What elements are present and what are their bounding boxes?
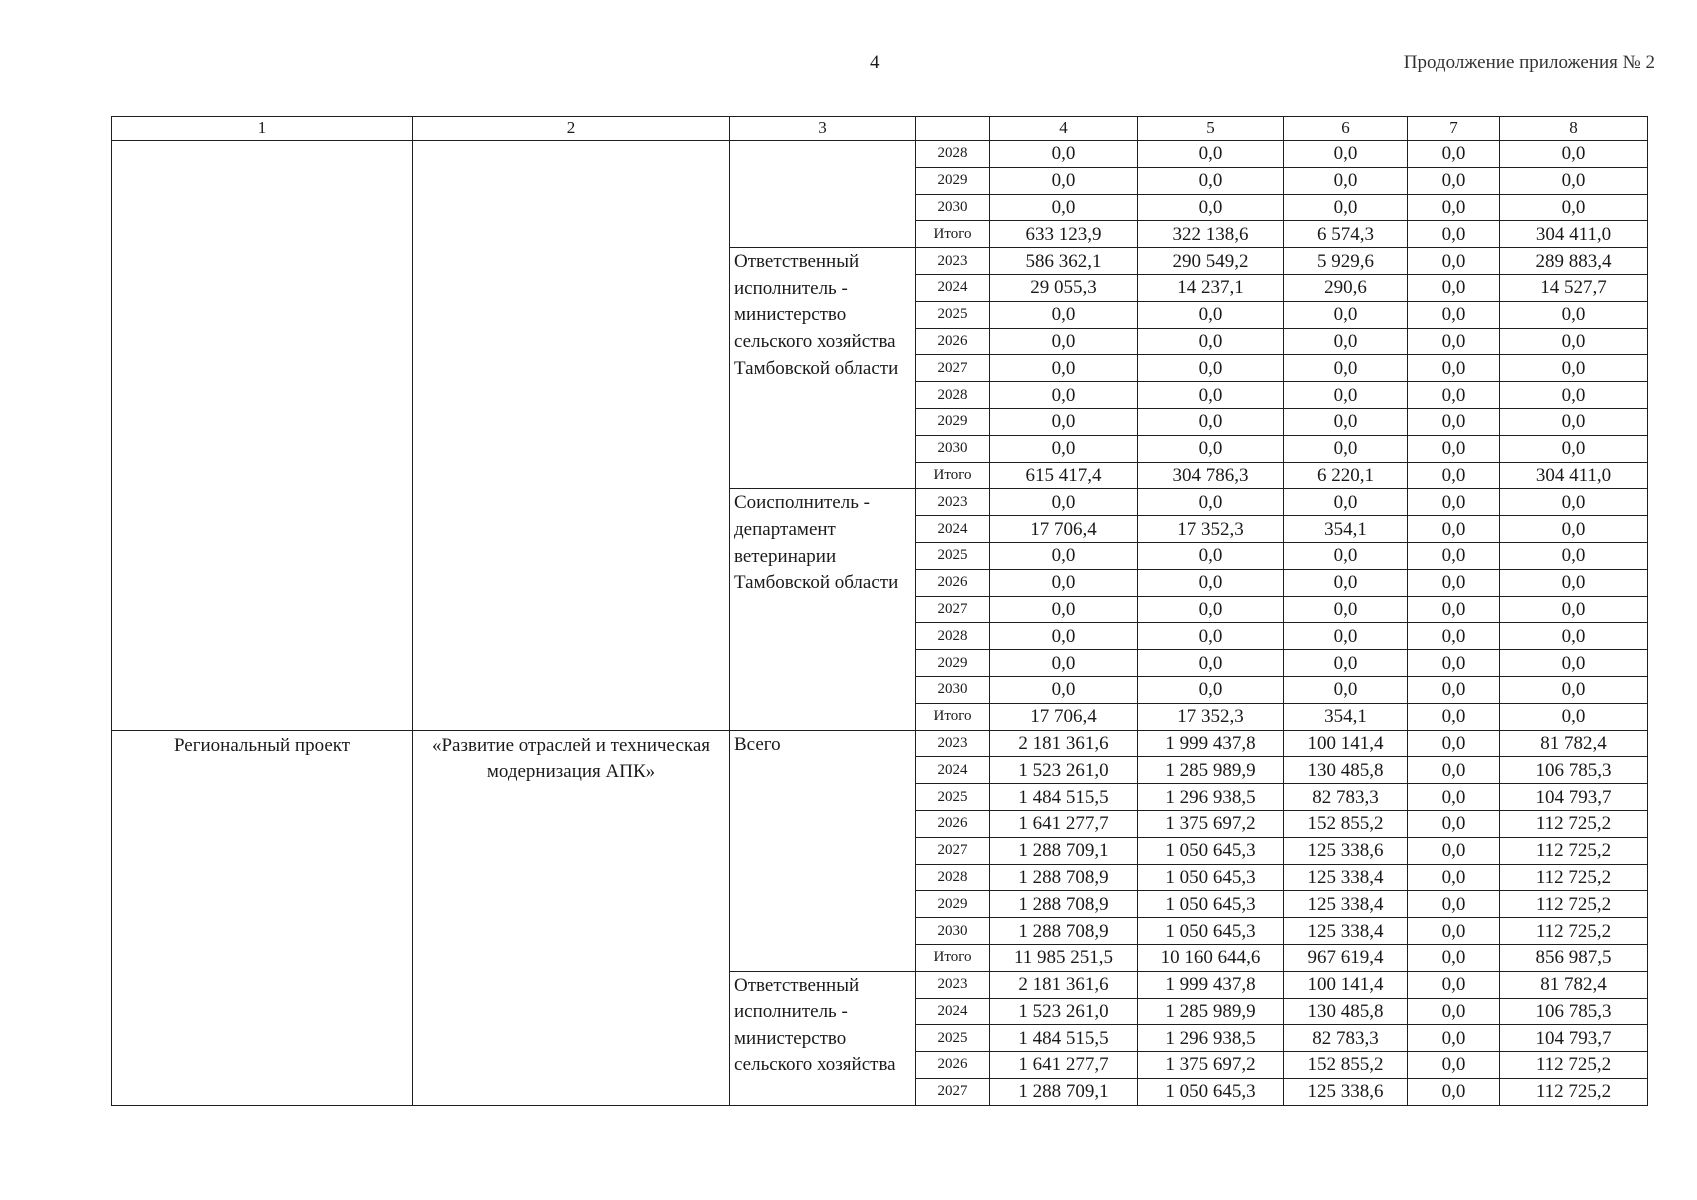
amount-cell: 1 288 708,9: [990, 864, 1138, 891]
amount-cell: 0,0: [1408, 1052, 1500, 1079]
amount-cell: 0,0: [1408, 891, 1500, 918]
amount-cell: 0,0: [1138, 489, 1284, 516]
header-cell: 5: [1138, 117, 1284, 141]
amount-cell: 0,0: [1500, 516, 1648, 543]
amount-cell: 304 411,0: [1500, 221, 1648, 248]
amount-cell: 0,0: [1408, 703, 1500, 730]
amount-cell: 1 523 261,0: [990, 998, 1138, 1025]
executor-cell: Ответственный исполнитель - министерство сельского хозяйства Тамбовской области: [730, 248, 916, 489]
year-cell: 2023: [916, 489, 990, 516]
amount-cell: 0,0: [990, 355, 1138, 382]
year-cell: 2025: [916, 542, 990, 569]
amount-cell: 0,0: [1408, 328, 1500, 355]
amount-cell: 0,0: [1500, 569, 1648, 596]
amount-cell: 0,0: [1138, 542, 1284, 569]
amount-cell: 81 782,4: [1500, 971, 1648, 998]
year-cell: 2026: [916, 1052, 990, 1079]
year-cell: Итого: [916, 703, 990, 730]
amount-cell: 0,0: [1408, 918, 1500, 945]
amount-cell: 0,0: [1500, 703, 1648, 730]
amount-cell: 14 237,1: [1138, 274, 1284, 301]
year-cell: 2024: [916, 274, 990, 301]
amount-cell: 0,0: [1500, 676, 1648, 703]
amount-cell: 17 706,4: [990, 516, 1138, 543]
amount-cell: 0,0: [1138, 301, 1284, 328]
amount-cell: 0,0: [1138, 650, 1284, 677]
year-cell: 2023: [916, 730, 990, 757]
amount-cell: 0,0: [1500, 650, 1648, 677]
amount-cell: 1 288 709,1: [990, 1078, 1138, 1105]
amount-cell: 0,0: [1138, 328, 1284, 355]
amount-cell: 0,0: [1408, 248, 1500, 275]
amount-cell: 0,0: [1500, 301, 1648, 328]
amount-cell: 1 641 277,7: [990, 810, 1138, 837]
year-cell: 2024: [916, 998, 990, 1025]
amount-cell: 11 985 251,5: [990, 944, 1138, 971]
amount-cell: 0,0: [990, 328, 1138, 355]
amount-cell: 0,0: [1408, 274, 1500, 301]
year-cell: 2028: [916, 382, 990, 409]
amount-cell: 1 285 989,9: [1138, 757, 1284, 784]
year-cell: 2026: [916, 810, 990, 837]
amount-cell: 1 375 697,2: [1138, 1052, 1284, 1079]
executor-cell: Ответственный исполнитель - министерство сельского хозяйства: [730, 971, 916, 1105]
amount-cell: 1 288 708,9: [990, 918, 1138, 945]
amount-cell: 81 782,4: [1500, 730, 1648, 757]
year-cell: 2027: [916, 837, 990, 864]
amount-cell: 0,0: [990, 676, 1138, 703]
header-cell: 1: [112, 117, 413, 141]
amount-cell: 125 338,4: [1284, 918, 1408, 945]
year-cell: 2024: [916, 516, 990, 543]
amount-cell: 2 181 361,6: [990, 971, 1138, 998]
amount-cell: 0,0: [990, 141, 1138, 168]
amount-cell: 304 411,0: [1500, 462, 1648, 489]
amount-cell: 1 288 708,9: [990, 891, 1138, 918]
executor-cell: [730, 141, 916, 248]
year-cell: 2026: [916, 569, 990, 596]
year-cell: 2029: [916, 650, 990, 677]
amount-cell: 1 484 515,5: [990, 784, 1138, 811]
executor-cell: Соисполнитель - департамент ветеринарии Тамбовской области: [730, 489, 916, 730]
amount-cell: 0,0: [1408, 194, 1500, 221]
header-cell: 8: [1500, 117, 1648, 141]
amount-cell: 106 785,3: [1500, 757, 1648, 784]
amount-cell: 104 793,7: [1500, 1025, 1648, 1052]
amount-cell: 0,0: [1138, 676, 1284, 703]
amount-cell: 0,0: [1408, 542, 1500, 569]
amount-cell: 0,0: [1408, 944, 1500, 971]
header-cell: 2: [413, 117, 730, 141]
amount-cell: 0,0: [1284, 408, 1408, 435]
amount-cell: 0,0: [1500, 355, 1648, 382]
year-cell: 2027: [916, 355, 990, 382]
amount-cell: 0,0: [1408, 1078, 1500, 1105]
header-cell: [916, 117, 990, 141]
amount-cell: 0,0: [1500, 328, 1648, 355]
amount-cell: 354,1: [1284, 703, 1408, 730]
amount-cell: 152 855,2: [1284, 810, 1408, 837]
amount-cell: 100 141,4: [1284, 971, 1408, 998]
year-cell: Итого: [916, 944, 990, 971]
amount-cell: 0,0: [1408, 221, 1500, 248]
amount-cell: 290 549,2: [1138, 248, 1284, 275]
amount-cell: 0,0: [990, 382, 1138, 409]
amount-cell: 0,0: [990, 569, 1138, 596]
amount-cell: 0,0: [990, 435, 1138, 462]
year-cell: 2026: [916, 328, 990, 355]
header-cell: 7: [1408, 117, 1500, 141]
amount-cell: 586 362,1: [990, 248, 1138, 275]
year-cell: 2028: [916, 864, 990, 891]
header-cell: 4: [990, 117, 1138, 141]
amount-cell: 0,0: [1500, 167, 1648, 194]
amount-cell: 10 160 644,6: [1138, 944, 1284, 971]
year-cell: 2027: [916, 1078, 990, 1105]
amount-cell: 1 375 697,2: [1138, 810, 1284, 837]
year-cell: 2025: [916, 784, 990, 811]
amount-cell: 967 619,4: [1284, 944, 1408, 971]
appendix-continuation-note: Продолжение приложения № 2: [1403, 52, 1655, 73]
amount-cell: 1 999 437,8: [1138, 971, 1284, 998]
amount-cell: 0,0: [1408, 355, 1500, 382]
amount-cell: 0,0: [990, 167, 1138, 194]
amount-cell: 112 725,2: [1500, 810, 1648, 837]
amount-cell: 106 785,3: [1500, 998, 1648, 1025]
amount-cell: 1 641 277,7: [990, 1052, 1138, 1079]
amount-cell: 0,0: [1500, 542, 1648, 569]
amount-cell: 1 999 437,8: [1138, 730, 1284, 757]
amount-cell: 1 296 938,5: [1138, 784, 1284, 811]
amount-cell: 322 138,6: [1138, 221, 1284, 248]
amount-cell: 0,0: [990, 194, 1138, 221]
amount-cell: 0,0: [1408, 435, 1500, 462]
amount-cell: 29 055,3: [990, 274, 1138, 301]
amount-cell: 0,0: [1500, 435, 1648, 462]
amount-cell: 112 725,2: [1500, 918, 1648, 945]
amount-cell: 0,0: [990, 623, 1138, 650]
activity-type-cell: Региональный проект: [112, 730, 413, 1105]
year-cell: Итого: [916, 462, 990, 489]
amount-cell: 1 050 645,3: [1138, 837, 1284, 864]
amount-cell: 0,0: [1408, 141, 1500, 168]
amount-cell: 0,0: [1284, 623, 1408, 650]
amount-cell: 6 574,3: [1284, 221, 1408, 248]
amount-cell: 0,0: [1408, 971, 1500, 998]
amount-cell: 0,0: [1408, 864, 1500, 891]
amount-cell: 0,0: [1408, 382, 1500, 409]
amount-cell: 112 725,2: [1500, 1052, 1648, 1079]
amount-cell: 0,0: [1138, 408, 1284, 435]
amount-cell: 0,0: [1408, 489, 1500, 516]
year-cell: 2025: [916, 1025, 990, 1052]
amount-cell: 0,0: [1408, 810, 1500, 837]
amount-cell: 0,0: [1138, 141, 1284, 168]
amount-cell: 0,0: [1284, 167, 1408, 194]
amount-cell: 0,0: [1138, 596, 1284, 623]
amount-cell: 130 485,8: [1284, 757, 1408, 784]
amount-cell: 0,0: [1408, 462, 1500, 489]
table-row: [112, 141, 1648, 168]
amount-cell: 0,0: [1138, 382, 1284, 409]
amount-cell: 0,0: [1408, 650, 1500, 677]
amount-cell: 0,0: [1408, 167, 1500, 194]
amount-cell: 0,0: [1408, 623, 1500, 650]
amount-cell: 0,0: [1500, 194, 1648, 221]
amount-cell: 14 527,7: [1500, 274, 1648, 301]
amount-cell: 0,0: [1408, 676, 1500, 703]
year-cell: 2030: [916, 676, 990, 703]
amount-cell: 0,0: [1408, 516, 1500, 543]
amount-cell: 0,0: [1284, 489, 1408, 516]
amount-cell: 82 783,3: [1284, 1025, 1408, 1052]
amount-cell: 633 123,9: [990, 221, 1138, 248]
amount-cell: 112 725,2: [1500, 837, 1648, 864]
amount-cell: 1 523 261,0: [990, 757, 1138, 784]
year-cell: 2029: [916, 891, 990, 918]
amount-cell: 0,0: [990, 542, 1138, 569]
amount-cell: 17 352,3: [1138, 516, 1284, 543]
amount-cell: 82 783,3: [1284, 784, 1408, 811]
amount-cell: 17 352,3: [1138, 703, 1284, 730]
amount-cell: 0,0: [1284, 676, 1408, 703]
amount-cell: 125 338,6: [1284, 1078, 1408, 1105]
amount-cell: 1 288 709,1: [990, 837, 1138, 864]
amount-cell: 0,0: [1284, 355, 1408, 382]
amount-cell: 0,0: [1284, 382, 1408, 409]
amount-cell: 1 050 645,3: [1138, 864, 1284, 891]
header-cell: 3: [730, 117, 916, 141]
year-cell: 2023: [916, 971, 990, 998]
amount-cell: 125 338,6: [1284, 837, 1408, 864]
amount-cell: 0,0: [990, 489, 1138, 516]
amount-cell: 1 285 989,9: [1138, 998, 1284, 1025]
amount-cell: 125 338,4: [1284, 864, 1408, 891]
amount-cell: 0,0: [1284, 141, 1408, 168]
amount-cell: 0,0: [1284, 542, 1408, 569]
amount-cell: 104 793,7: [1500, 784, 1648, 811]
amount-cell: 0,0: [1138, 355, 1284, 382]
amount-cell: 130 485,8: [1284, 998, 1408, 1025]
amount-cell: 0,0: [1138, 194, 1284, 221]
amount-cell: 0,0: [1138, 569, 1284, 596]
amount-cell: 0,0: [1500, 596, 1648, 623]
amount-cell: 0,0: [1138, 435, 1284, 462]
amount-cell: 289 883,4: [1500, 248, 1648, 275]
amount-cell: 0,0: [1408, 757, 1500, 784]
amount-cell: 0,0: [1138, 623, 1284, 650]
amount-cell: 1 484 515,5: [990, 1025, 1138, 1052]
amount-cell: 100 141,4: [1284, 730, 1408, 757]
amount-cell: 112 725,2: [1500, 1078, 1648, 1105]
amount-cell: 1 050 645,3: [1138, 918, 1284, 945]
year-cell: 2024: [916, 757, 990, 784]
page-number: 4: [870, 52, 880, 73]
year-cell: 2029: [916, 167, 990, 194]
amount-cell: 304 786,3: [1138, 462, 1284, 489]
amount-cell: 0,0: [1284, 301, 1408, 328]
year-cell: 2023: [916, 248, 990, 275]
amount-cell: 354,1: [1284, 516, 1408, 543]
executor-cell: Всего: [730, 730, 916, 971]
amount-cell: 0,0: [1408, 569, 1500, 596]
amount-cell: 0,0: [1408, 1025, 1500, 1052]
amount-cell: 1 050 645,3: [1138, 1078, 1284, 1105]
amount-cell: 112 725,2: [1500, 864, 1648, 891]
table-row: [112, 730, 1648, 757]
amount-cell: 0,0: [1408, 998, 1500, 1025]
year-cell: 2030: [916, 435, 990, 462]
year-cell: 2028: [916, 623, 990, 650]
activity-type-cell: [112, 141, 413, 731]
year-cell: 2028: [916, 141, 990, 168]
year-cell: Итого: [916, 221, 990, 248]
amount-cell: 17 706,4: [990, 703, 1138, 730]
amount-cell: 0,0: [990, 650, 1138, 677]
year-cell: 2027: [916, 596, 990, 623]
budget-table: [111, 116, 1648, 1106]
amount-cell: 6 220,1: [1284, 462, 1408, 489]
amount-cell: 0,0: [1500, 408, 1648, 435]
project-name-cell: [413, 141, 730, 731]
amount-cell: 0,0: [1284, 569, 1408, 596]
amount-cell: 0,0: [1500, 382, 1648, 409]
year-cell: 2029: [916, 408, 990, 435]
amount-cell: 5 929,6: [1284, 248, 1408, 275]
year-cell: 2030: [916, 918, 990, 945]
project-name-cell: «Развитие отраслей и техническая модернизация АПК»: [413, 730, 730, 1105]
amount-cell: 856 987,5: [1500, 944, 1648, 971]
amount-cell: 152 855,2: [1284, 1052, 1408, 1079]
amount-cell: 0,0: [990, 301, 1138, 328]
amount-cell: 0,0: [1284, 596, 1408, 623]
amount-cell: 0,0: [1408, 784, 1500, 811]
amount-cell: 0,0: [1408, 301, 1500, 328]
amount-cell: 0,0: [1284, 194, 1408, 221]
amount-cell: 0,0: [1408, 730, 1500, 757]
header-cell: 6: [1284, 117, 1408, 141]
amount-cell: 0,0: [1500, 141, 1648, 168]
amount-cell: 290,6: [1284, 274, 1408, 301]
amount-cell: 1 296 938,5: [1138, 1025, 1284, 1052]
amount-cell: 1 050 645,3: [1138, 891, 1284, 918]
amount-cell: 0,0: [1284, 435, 1408, 462]
amount-cell: 0,0: [1500, 489, 1648, 516]
amount-cell: 0,0: [1408, 837, 1500, 864]
amount-cell: 615 417,4: [990, 462, 1138, 489]
amount-cell: 2 181 361,6: [990, 730, 1138, 757]
amount-cell: 0,0: [1408, 408, 1500, 435]
amount-cell: 0,0: [990, 596, 1138, 623]
amount-cell: 0,0: [1500, 623, 1648, 650]
year-cell: 2025: [916, 301, 990, 328]
year-cell: 2030: [916, 194, 990, 221]
amount-cell: 0,0: [990, 408, 1138, 435]
amount-cell: 112 725,2: [1500, 891, 1648, 918]
amount-cell: 0,0: [1138, 167, 1284, 194]
amount-cell: 0,0: [1284, 650, 1408, 677]
amount-cell: 125 338,4: [1284, 891, 1408, 918]
header-row: [112, 117, 1648, 141]
amount-cell: 0,0: [1284, 328, 1408, 355]
amount-cell: 0,0: [1408, 596, 1500, 623]
